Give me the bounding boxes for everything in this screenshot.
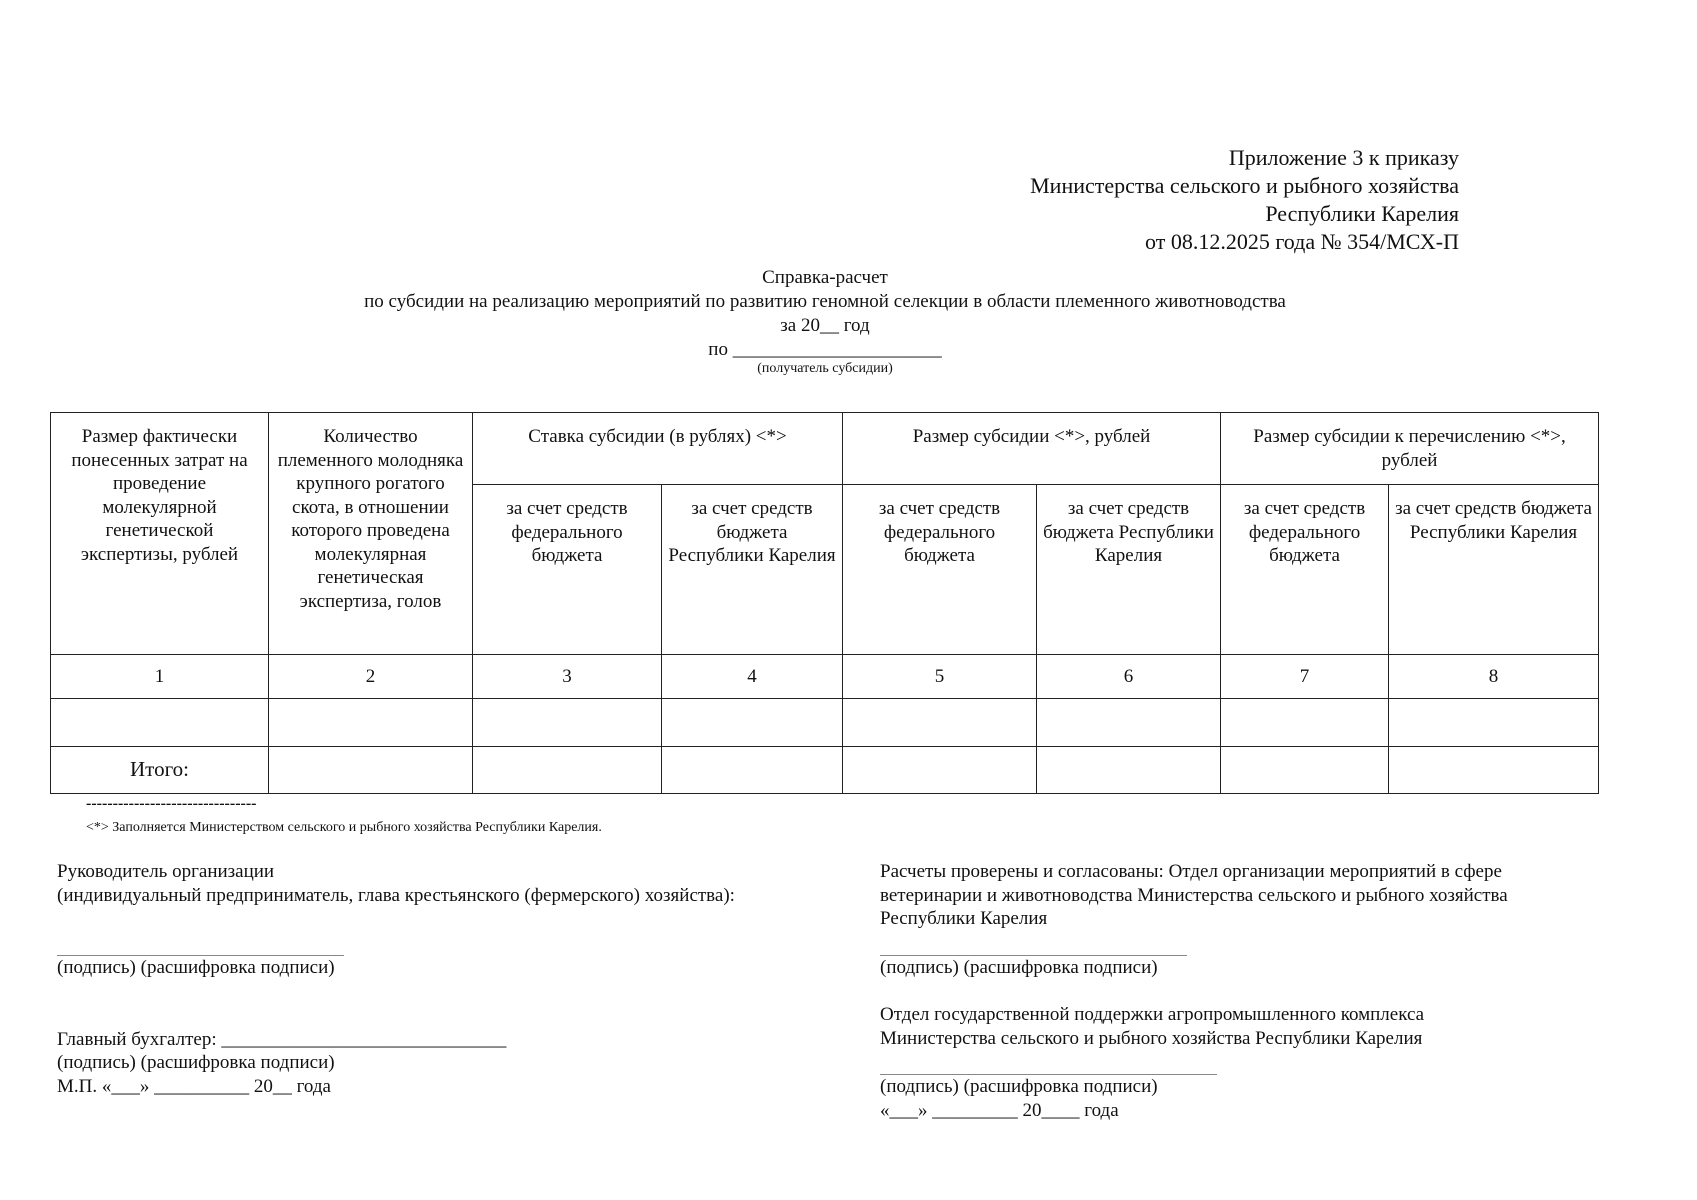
column-number-row [51, 655, 1599, 699]
header-group-subsidy: Размер субсидии <*>, рублей [843, 413, 1221, 485]
total-label: Итого: [51, 747, 269, 794]
total-row [51, 747, 1599, 794]
support-dept-signature-line[interactable] [880, 1050, 1217, 1075]
accountant-signature-line: Главный бухгалтер: ______________________________ [57, 1028, 507, 1050]
header-group-rate: Ставка субсидии (в рублях) <*> [473, 413, 843, 485]
appendix-line-2: Министерства сельского и рыбного хозяйства [1030, 173, 1459, 198]
column-number: 3 [473, 655, 662, 699]
header-col-1: Размер фактически понесенных затрат на проведение молекулярной генетической экспертизы, рублей [51, 413, 269, 655]
title-line-3: за 20__ год [780, 315, 870, 336]
head-signature-caption: (подпись) (расшифровка подписи) [57, 957, 335, 978]
table-cell[interactable] [473, 699, 662, 747]
checked-line-2: ветеринарии и животноводства Министерства сельского и рыбного хозяйства [880, 884, 1508, 906]
checked-line-1: Расчеты проверены и согласованы: Отдел организации мероприятий в сфере [880, 861, 1502, 882]
title-line-2: по субсидии на реализацию мероприятий по развитию геномной селекции в области племенного животноводства [364, 291, 1286, 312]
column-number: 4 [662, 655, 843, 699]
total-cell[interactable] [843, 747, 1037, 794]
calculation-table [50, 412, 1599, 794]
title-line-1: Справка-расчет [762, 267, 888, 288]
table-header-row-1 [51, 413, 1599, 485]
header-col-5: за счет средств федерального бюджета [843, 485, 1037, 655]
header-col-2: Количество племенного молодняка крупного рогатого скота, в отношении которого проведена молекулярная генетическая экспертиза, голов [269, 413, 473, 655]
ministry-date-line: «___» _________ 20____ года [880, 1099, 1119, 1121]
ministry-signature-block [880, 860, 1600, 1122]
table-cell[interactable] [1221, 699, 1389, 747]
total-cell[interactable] [1221, 747, 1389, 794]
table-cell[interactable] [269, 699, 473, 747]
header-col-8: за счет средств бюджета Республики Карелия [1389, 485, 1599, 655]
column-number: 1 [51, 655, 269, 699]
appendix-line-4: от 08.12.2025 года № 354/МСХ-П [1145, 229, 1459, 254]
footnote-text: <*> Заполняется Министерством сельского и рыбного хозяйства Республики Карелия. [86, 820, 602, 835]
support-dept-line-1: Отдел государственной поддержки агропромышленного комплекса [880, 1004, 1425, 1025]
head-signature-line[interactable] [57, 931, 344, 956]
stamp-date-line: М.П. «___» __________ 20__ года [57, 1075, 331, 1097]
total-cell[interactable] [1389, 747, 1599, 794]
table-cell[interactable] [662, 699, 843, 747]
column-number: 6 [1037, 655, 1221, 699]
checked-line-3: Республики Карелия [880, 908, 1048, 929]
support-dept-line-2: Министерства сельского и рыбного хозяйства Республики Карелия [880, 1027, 1423, 1049]
table-cell[interactable] [1389, 699, 1599, 747]
table-cell[interactable] [843, 699, 1037, 747]
vet-dept-signature-line[interactable] [880, 931, 1187, 956]
column-number: 8 [1389, 655, 1599, 699]
total-cell[interactable] [662, 747, 843, 794]
title-line-4: по ______________________ [708, 339, 942, 360]
accountant-signature-caption: (подпись) (расшифровка подписи) [57, 1052, 335, 1073]
table-cell[interactable] [51, 699, 269, 747]
appendix-header [1030, 144, 1459, 256]
vet-dept-signature-caption: (подпись) (расшифровка подписи) [880, 956, 1158, 978]
appendix-line-1: Приложение 3 к приказу [1228, 145, 1459, 170]
header-group-transfer: Размер субсидии к перечислению <*>, рублей [1221, 413, 1599, 485]
total-cell[interactable] [269, 747, 473, 794]
document-title [0, 266, 1650, 378]
total-cell[interactable] [473, 747, 662, 794]
appendix-line-3: Республики Карелия [1265, 201, 1459, 226]
header-col-7: за счет средств федерального бюджета [1221, 485, 1389, 655]
table-cell[interactable] [1037, 699, 1221, 747]
column-number: 5 [843, 655, 1037, 699]
header-col-6: за счет средств бюджета Республики Карелия [1037, 485, 1221, 655]
head-title-line-2: (индивидуальный предприниматель, глава крестьянского (фермерского) хозяйства): [57, 884, 735, 906]
recipient-caption: (получатель субсидии) [757, 361, 893, 376]
support-dept-signature-caption: (подпись) (расшифровка подписи) [880, 1076, 1158, 1097]
column-number: 7 [1221, 655, 1389, 699]
table-row [51, 699, 1599, 747]
column-number: 2 [269, 655, 473, 699]
applicant-signature-block [57, 860, 817, 1098]
total-cell[interactable] [1037, 747, 1221, 794]
head-title-line-1: Руководитель организации [57, 861, 275, 882]
footnote-separator: -------------------------------- [86, 795, 257, 812]
header-col-4: за счет средств бюджета Республики Карелия [662, 485, 843, 655]
header-col-3: за счет средств федерального бюджета [473, 485, 662, 655]
